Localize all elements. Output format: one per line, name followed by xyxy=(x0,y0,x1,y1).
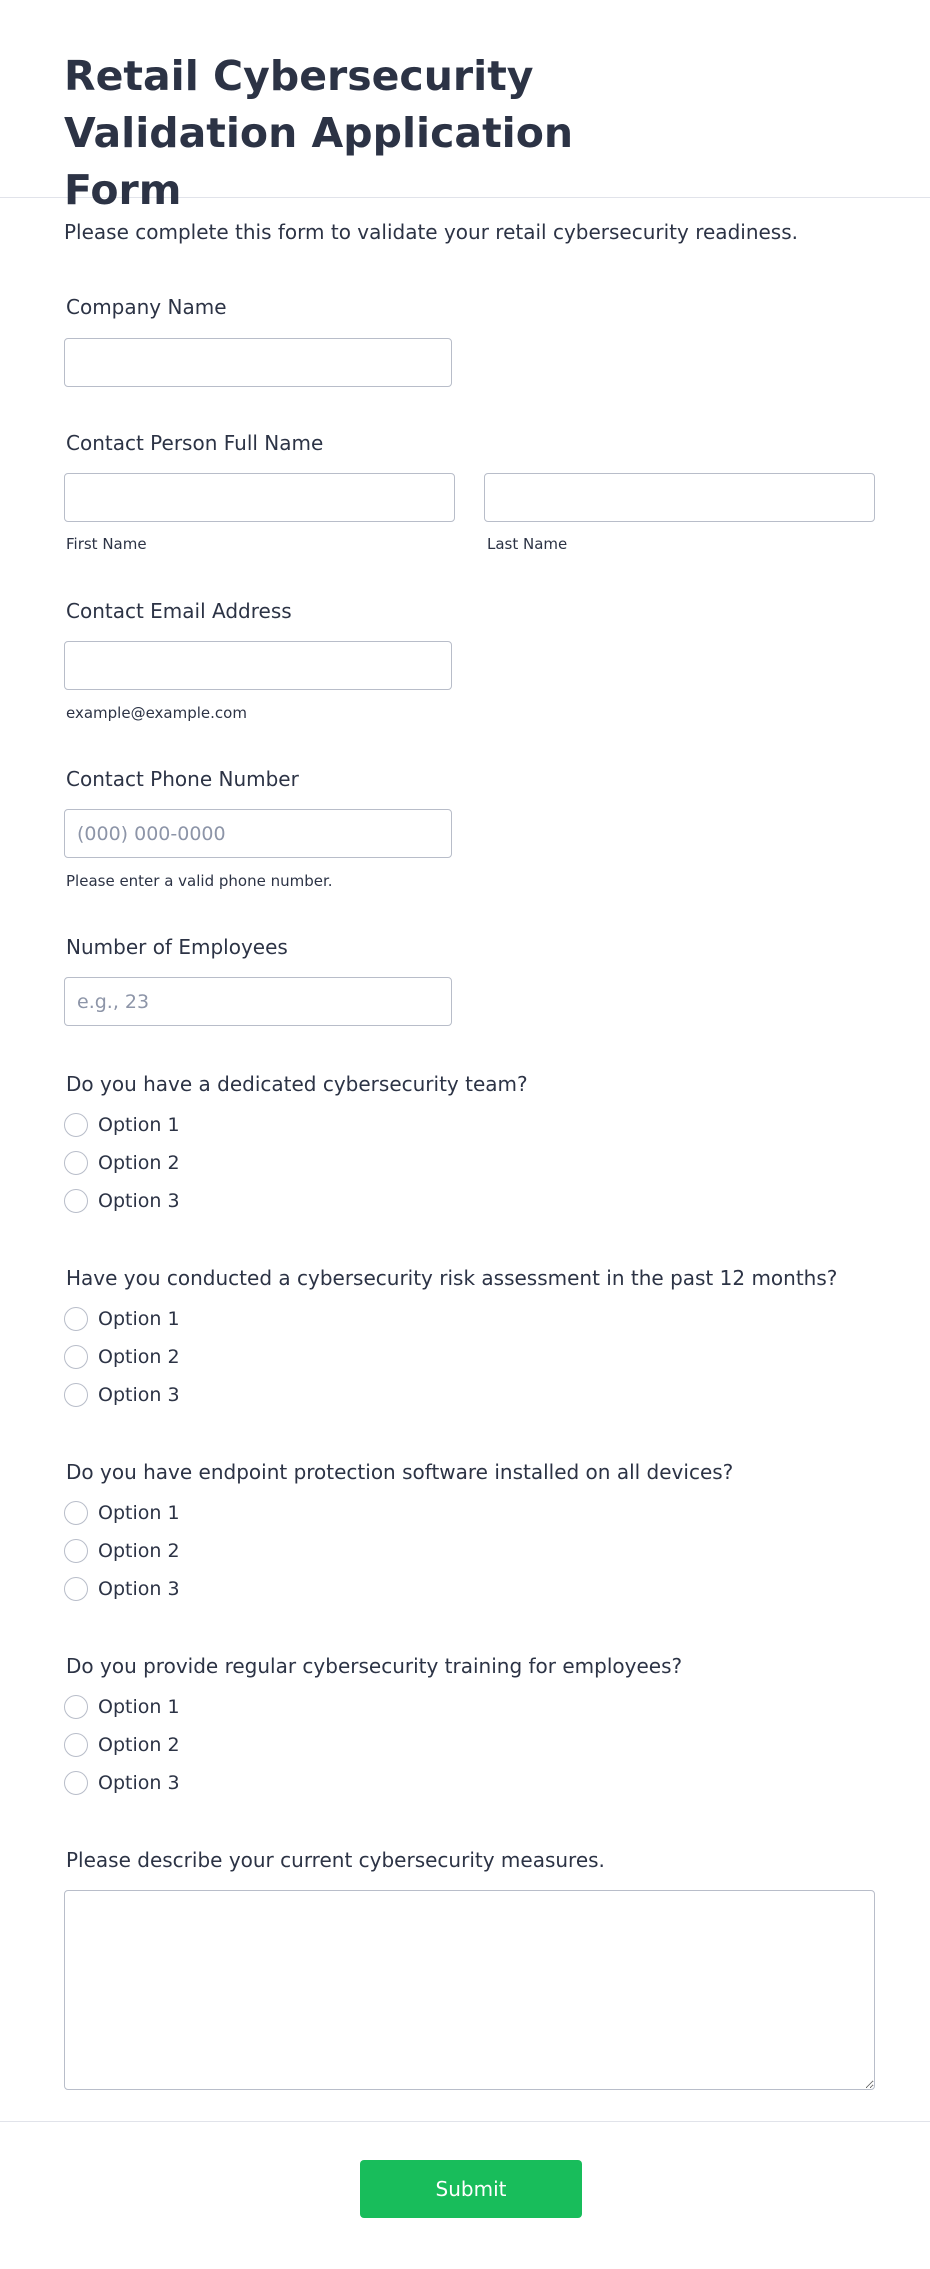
radio-button[interactable] xyxy=(64,1501,88,1525)
radio-option-label: Option 2 xyxy=(98,1152,180,1174)
radio-option-label: Option 3 xyxy=(98,1190,180,1212)
radio-option-label: Option 1 xyxy=(98,1308,180,1330)
form-subtitle: Please complete this form to validate your retail cybersecurity readiness. xyxy=(64,220,798,244)
radio-button[interactable] xyxy=(64,1733,88,1757)
radio-option[interactable] xyxy=(64,1345,180,1369)
radio-button[interactable] xyxy=(64,1383,88,1407)
email-input[interactable] xyxy=(64,641,452,690)
first-name-input[interactable] xyxy=(64,473,455,522)
radio-option[interactable] xyxy=(64,1307,180,1331)
employees-field xyxy=(64,934,288,960)
radio-option-label: Option 2 xyxy=(98,1346,180,1368)
last-name-input[interactable] xyxy=(484,473,875,522)
radio-option[interactable] xyxy=(64,1113,180,1137)
radio-button[interactable] xyxy=(64,1307,88,1331)
radio-option[interactable] xyxy=(64,1189,180,1213)
radio-option[interactable] xyxy=(64,1733,180,1757)
measures-textarea[interactable] xyxy=(64,1890,875,2090)
form-header xyxy=(0,0,930,244)
contact-name-field xyxy=(64,430,568,553)
question-label: Have you conducted a cybersecurity risk assessment in the past 12 months? xyxy=(66,1266,838,1290)
radio-option-label: Option 1 xyxy=(98,1502,180,1524)
question-cybersecurity-team xyxy=(64,1071,528,1212)
company-name-input[interactable] xyxy=(64,338,452,387)
phone-sublabel: Please enter a valid phone number. xyxy=(66,872,333,890)
question-endpoint-protection xyxy=(64,1459,734,1600)
radio-option-label: Option 3 xyxy=(98,1578,180,1600)
question-label: Do you have endpoint protection software installed on all devices? xyxy=(66,1460,734,1484)
radio-option-label: Option 3 xyxy=(98,1772,180,1794)
employees-input[interactable] xyxy=(64,977,452,1026)
measures-label: Please describe your current cybersecurity measures. xyxy=(66,1848,605,1872)
radio-option-label: Option 2 xyxy=(98,1540,180,1562)
question-label: Do you provide regular cybersecurity training for employees? xyxy=(66,1654,683,1678)
company-name-field xyxy=(64,294,227,320)
first-name-sublabel: First Name xyxy=(66,535,147,553)
email-sublabel: example@example.com xyxy=(66,704,247,722)
radio-option[interactable] xyxy=(64,1539,180,1563)
phone-field xyxy=(64,766,333,890)
radio-button[interactable] xyxy=(64,1539,88,1563)
radio-button[interactable] xyxy=(64,1771,88,1795)
radio-option-label: Option 1 xyxy=(98,1114,180,1136)
contact-name-label: Contact Person Full Name xyxy=(66,431,324,455)
footer-divider xyxy=(0,2121,930,2122)
question-risk-assessment xyxy=(64,1265,838,1406)
radio-button[interactable] xyxy=(64,1189,88,1213)
radio-option[interactable] xyxy=(64,1695,180,1719)
phone-label: Contact Phone Number xyxy=(66,767,299,791)
phone-input[interactable] xyxy=(64,809,452,858)
form-title: Retail Cybersecurity Validation Application Form xyxy=(64,52,574,214)
submit-button[interactable]: Submit xyxy=(360,2160,582,2218)
radio-option[interactable] xyxy=(64,1151,180,1175)
radio-option[interactable] xyxy=(64,1501,180,1525)
radio-button[interactable] xyxy=(64,1345,88,1369)
radio-button[interactable] xyxy=(64,1695,88,1719)
measures-field xyxy=(64,1847,605,1873)
radio-option[interactable] xyxy=(64,1577,180,1601)
radio-option-label: Option 1 xyxy=(98,1696,180,1718)
company-name-label: Company Name xyxy=(66,295,227,319)
radio-option-label: Option 2 xyxy=(98,1734,180,1756)
radio-button[interactable] xyxy=(64,1151,88,1175)
last-name-sublabel: Last Name xyxy=(487,535,568,553)
question-label: Do you have a dedicated cybersecurity team? xyxy=(66,1072,528,1096)
employees-label: Number of Employees xyxy=(66,935,288,959)
radio-option-label: Option 3 xyxy=(98,1384,180,1406)
radio-option[interactable] xyxy=(64,1383,180,1407)
radio-option[interactable] xyxy=(64,1771,180,1795)
email-field xyxy=(64,598,292,722)
radio-button[interactable] xyxy=(64,1113,88,1137)
radio-button[interactable] xyxy=(64,1577,88,1601)
email-label: Contact Email Address xyxy=(66,599,292,623)
question-security-training xyxy=(64,1653,683,1794)
